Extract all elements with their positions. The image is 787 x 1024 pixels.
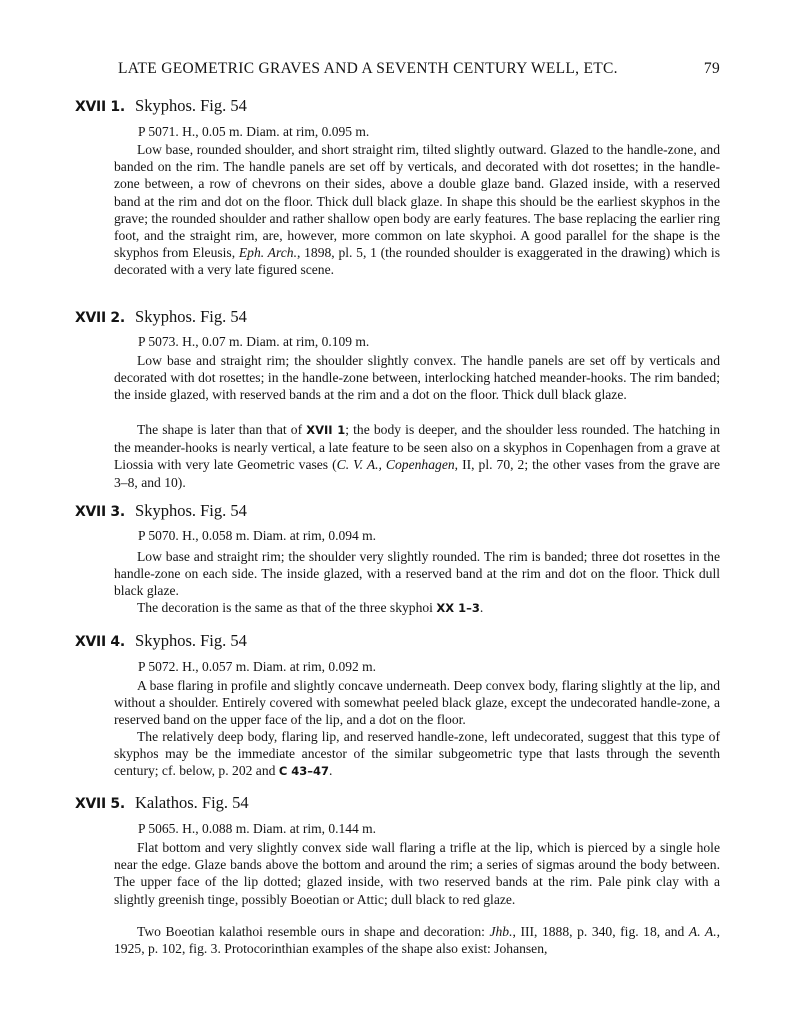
- entry-discussion: The shape is later than that of XVII 1; the body is deeper, and the shoulder less rounded. The hatching in the meander-hooks is nearly vertical, a late feature to be seen also on a skyphos in Copenhagen from a grave at Liossia with very late Geometric vases (C. V. A., Copenhagen, II, pl. 70, 2; the other vases from the grave are 3–8, and 10).: [114, 422, 720, 490]
- entry-heading: [75, 793, 249, 813]
- entry-heading: [75, 307, 247, 327]
- entry-title: Kalathos. Fig. 54: [135, 793, 249, 812]
- entry-discussion: The decoration is the same as that of the three skyphoi XX 1–3.: [137, 600, 484, 615]
- entry-title: Skyphos. Fig. 54: [135, 307, 247, 326]
- entry-title: Skyphos. Fig. 54: [135, 96, 247, 115]
- entry-number: XVII 2.: [75, 310, 125, 326]
- entry-heading: [75, 631, 247, 651]
- citation: C. V. A., Copenhagen: [336, 457, 455, 473]
- entry-title: Skyphos. Fig. 54: [135, 501, 247, 520]
- entry-number: XVII 1.: [75, 99, 125, 115]
- entry-discussion: Two Boeotian kalathoi resemble ours in shape and decoration: Jhb., III, 1888, p. 340, fig. 18, and A. A., 1925, p. 102, fig. 3. Protocorinthian examples of the shape also exist: Johansen,: [114, 924, 720, 957]
- entry-description: Low base, rounded shoulder, and short straight rim, tilted slightly outward. Glazed to the handle-zone, and banded on the rim. The handle panels are set off by verticals, and decorated with dot rosettes; in the handle-zone between, a row of chevrons on their sides, above a double glaze band. Glazed inside, with a reserved band at the rim and dot on the floor. Thick dull black glaze. In shape this should be the earliest skyphos in the grave; the rounded shoulder and rather shallow open body are early features. The base replacing the earlier ring foot, and the straight rim, are, however, more common on late skyphoi. A good parallel for the shape is the skyphos from Eleusis, Eph. Arch., 1898, pl. 5, 1 (the rounded shoulder is exaggerated in the drawing) which is decorated with a very late figured scene.: [114, 142, 720, 278]
- entry-description: Low base and straight rim; the shoulder slightly convex. The handle panels are set off by verticals and decorated with dot rosettes; in the handle-zone between, interlocking hatched meander-hooks. The rim banded; the inside glazed, with reserved bands at the rim and a dot on the floor. Thick dull black glaze.: [114, 353, 720, 403]
- cross-reference: XVII 1: [306, 423, 346, 437]
- entry-description: Flat bottom and very slightly convex side wall flaring a trifle at the lip, which is pierced by a single hole near the edge. Glaze bands above the bottom and around the rim; a series of sigmas around the body between. The upper face of the lip dotted; glazed inside, with two reserved bands at the rim. Pale pink clay with a slightly greenish tinge, possibly Boeotian or Attic; dull black to red glaze.: [114, 840, 720, 907]
- entry-heading: [75, 501, 247, 521]
- entry-heading: [75, 96, 247, 116]
- cross-reference: XX 1–3: [436, 601, 480, 615]
- page-number: 79: [703, 60, 720, 77]
- citation: A. A.: [688, 924, 717, 939]
- entry-description: A base flaring in profile and slightly concave underneath. Deep convex body, flaring slightly at the lip, and without a shoulder. Entirely covered with somewhat peeled black glaze, except the undecorated handle-zone, a reserved band on the upper face of the lip, and a dot on the floor.: [114, 678, 720, 728]
- entry-measurements: P 5065. H., 0.088 m. Diam. at rim, 0.144 m.: [138, 821, 376, 836]
- entry-measurements: P 5072. H., 0.057 m. Diam. at rim, 0.092 m.: [138, 659, 376, 674]
- entry-measurements: P 5071. H., 0.05 m. Diam. at rim, 0.095 m.: [138, 124, 370, 139]
- entry-number: XVII 3.: [75, 504, 125, 520]
- entry-number: XVII 5.: [75, 796, 125, 812]
- entry-description: Low base and straight rim; the shoulder very slightly rounded. The rim is banded; three dot rosettes in the handle-zone on each side. The inside glazed, with a reserved band at the rim and dot on the floor. Thick dull black glaze.: [114, 549, 720, 599]
- entry-title: Skyphos. Fig. 54: [135, 631, 247, 650]
- entry-measurements: P 5070. H., 0.058 m. Diam. at rim, 0.094 m.: [138, 528, 376, 543]
- entry-measurements: P 5073. H., 0.07 m. Diam. at rim, 0.109 m.: [138, 334, 370, 349]
- cross-reference: C 43–47: [278, 764, 330, 779]
- entry-discussion: The relatively deep body, flaring lip, and reserved handle-zone, left undecorated, suggest that this type of skyphos may be the immediate ancestor of the similar subgeometric type that lasts through the seventh century; cf. below, p. 202 and C 43–47.: [114, 729, 720, 779]
- running-header: [118, 60, 720, 82]
- citation: Jhb.: [489, 924, 513, 939]
- citation: Eph. Arch.: [238, 245, 297, 261]
- running-title: LATE GEOMETRIC GRAVES AND A SEVENTH CENTURY WELL, ETC.: [118, 60, 618, 77]
- entry-number: XVII 4.: [75, 634, 125, 650]
